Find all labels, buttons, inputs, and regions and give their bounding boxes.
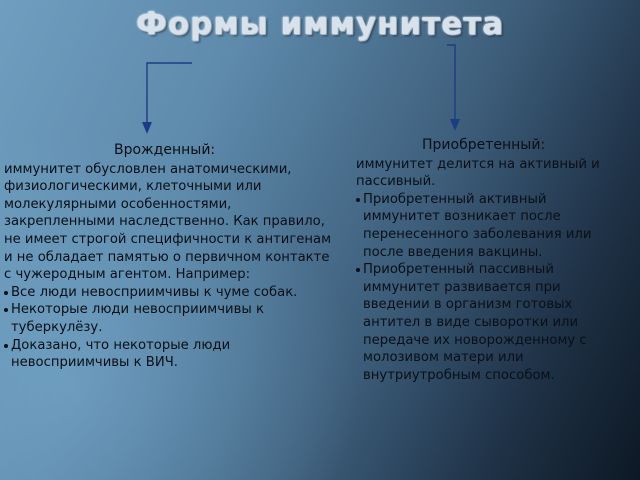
innate-bullet-2: Некоторые люди невосприимчивы к туберкулёзу. [4, 301, 334, 336]
right-arrow-icon [447, 45, 460, 131]
innate-heading: Врожденный: [114, 142, 216, 158]
acquired-bullet-2: Приобретенный пассивный иммунитет развивается при введении в организм готовых антител в виде сыворотки или передаче их новорожденному с молозивом матери или внутриутробным способом. [356, 261, 626, 384]
acquired-description: иммунитет делится на активный и пассивный. [356, 156, 600, 190]
innate-bullet-3: Доказано, что некоторые люди невосприимчивы к ВИЧ. [4, 337, 334, 372]
left-arrow-icon [142, 63, 192, 134]
acquired-heading: Приобретенный: [422, 137, 546, 153]
acquired-immunity-block [356, 137, 626, 384]
innate-description: иммунитет обусловлен анатомическими, физиологическими, клеточными или молекулярными особенностями, закрепленными наследственно. Как правило, не имеет строгой специфичности к антигенам и не обладает памятью о первичном контакте с чужеродным агентом. Например: [4, 161, 332, 283]
slide-title: Формы иммунитета [135, 6, 505, 42]
acquired-bullet-1: Приобретенный активный иммунитет возникает после перенесенного заболевания или после введения вакцины. [356, 191, 626, 261]
innate-immunity-block [4, 142, 334, 372]
innate-bullet-1: Все люди невосприимчивы к чуме собак. [4, 284, 334, 302]
